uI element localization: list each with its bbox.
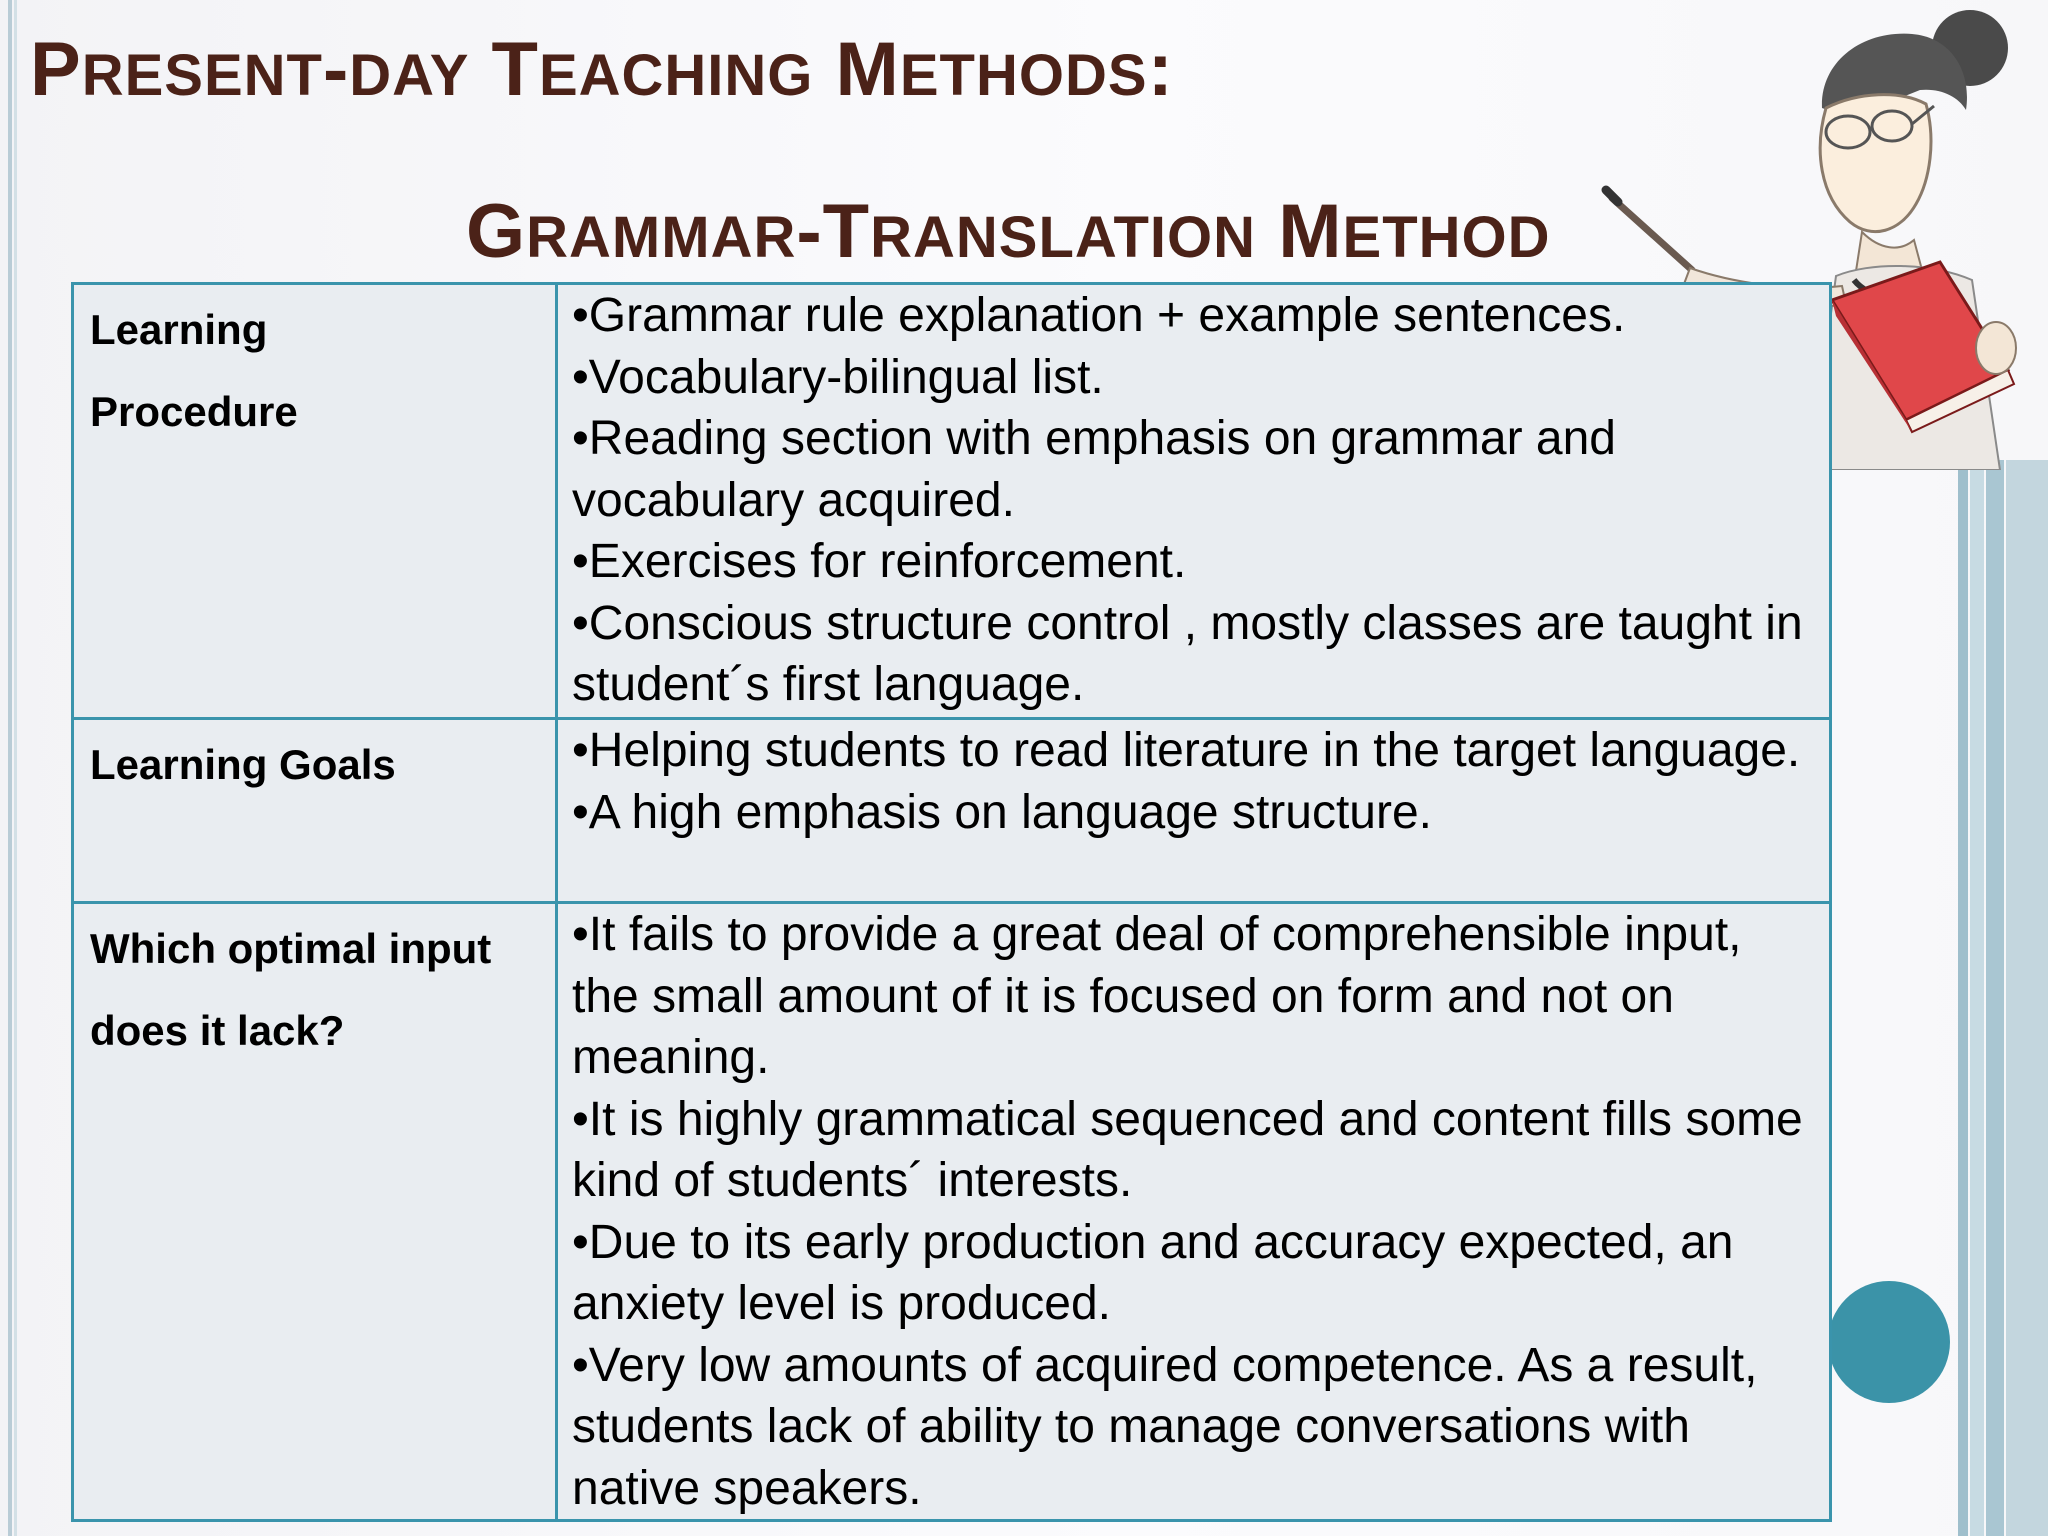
list-item: •Grammar rule explanation + example sentences.: [572, 289, 1626, 342]
label-line: Learning: [90, 306, 268, 353]
row-content-optimal-input: [557, 903, 1831, 1521]
row-content-learning-goals: [557, 719, 1831, 903]
row-label-learning-procedure: [73, 284, 557, 719]
table-row: [73, 719, 1831, 903]
list-item: •Exercises for reinforcement.: [572, 535, 1187, 588]
list-item: •It is highly grammatical sequenced and content fills some kind of students´ interests.: [572, 1092, 1803, 1207]
method-table: [71, 282, 1832, 1522]
page-title: PRESENT-DAY TEACHING METHODS:: [30, 27, 1174, 112]
left-stripe-decoration: [8, 0, 12, 1536]
list-item: •Due to its early production and accuracy expected, an anxiety level is produced.: [572, 1215, 1734, 1330]
table-row: [73, 903, 1831, 1521]
row-label-text: Learning Goals: [90, 741, 396, 788]
list-item: •Reading section with emphasis on grammar and vocabulary acquired.: [572, 412, 1616, 527]
list-item: •It fails to provide a great deal of comprehensible input, the small amount of it is focused on form and not on meaning.: [572, 908, 1742, 1084]
row-label-text: [90, 289, 539, 453]
list-item: •Very low amounts of acquired competence. As a result, students lack of ability to manage conversations with native speakers.: [572, 1338, 1758, 1515]
list-item: •Conscious structure control , mostly classes are taught in student´s first language.: [572, 596, 1803, 711]
list-item: •A high emphasis on language structure.: [572, 785, 1433, 839]
list-item: •Helping students to read literature in the target language.: [572, 724, 1801, 777]
right-stripe-decoration: [1958, 460, 2048, 1536]
page-subtitle: GRAMMAR-TRANSLATION METHOD: [466, 189, 1551, 274]
row-label-optimal-input: [73, 903, 557, 1521]
row-label-learning-goals: [73, 719, 557, 903]
row-label-text: Which optimal input does it lack?: [90, 925, 492, 1054]
label-line: Procedure: [90, 388, 298, 435]
list-item: •Vocabulary-bilingual list.: [572, 350, 1104, 404]
decorative-circle-icon: [1828, 1281, 1950, 1403]
row-content-learning-procedure: [557, 284, 1831, 719]
left-stripe-decoration: [14, 0, 17, 1536]
table-row: [73, 284, 1831, 719]
